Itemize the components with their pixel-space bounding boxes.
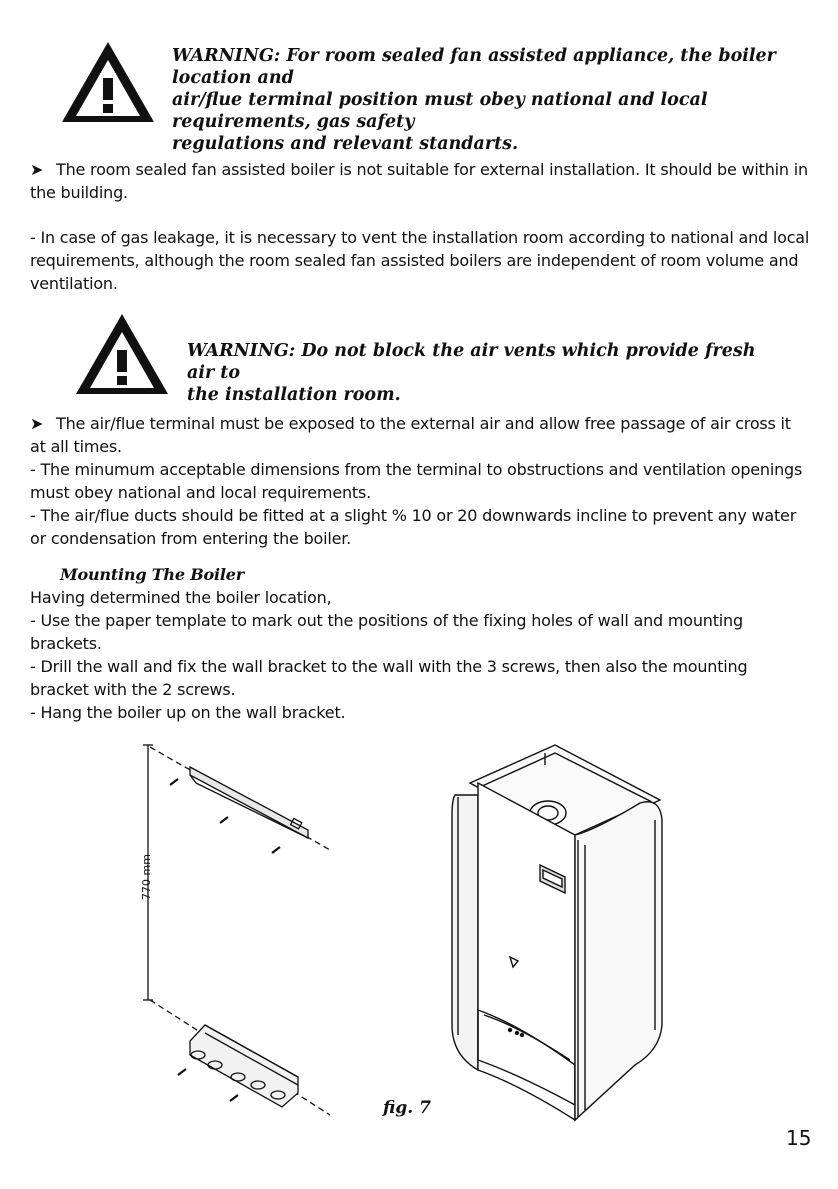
bullet-arrow-icon: ➤ [30, 414, 44, 433]
paragraph-text: The room sealed fan assisted boiler is not suitable for external installation. It should be within in the building. [30, 160, 808, 202]
paragraph-text: Having determined the boiler location, [30, 588, 332, 607]
warning-line: air/flue terminal position must obey national and local requirements, gas safety [172, 90, 708, 132]
section-heading: Mounting The Boiler [60, 565, 244, 584]
warning-line: WARNING: For room sealed fan assisted appliance, the boiler location and [172, 46, 776, 88]
paragraph-text: - The air/flue ducts should be fitted at a slight % 10 or 20 downwards incline to prevent any water or condensation from entering the boiler. [30, 506, 797, 548]
paragraph-gas-leakage [30, 226, 810, 295]
warning-triangle-icon [74, 312, 170, 396]
bullet-arrow-icon: ➤ [30, 160, 44, 179]
warning-line: WARNING: Do not block the air vents which provide fresh air to [187, 341, 756, 383]
figure-drawing [0, 725, 838, 1145]
warning-triangle-icon [60, 40, 156, 124]
warning-line: regulations and relevant standarts. [172, 134, 519, 154]
list-item: - Use the paper template to mark out the positions of the fixing holes of wall and mounting brackets. [30, 611, 743, 653]
page-number: 15 [786, 1126, 812, 1150]
paragraph-air-flue [30, 412, 810, 550]
paragraph-not-external [30, 158, 810, 204]
list-item: - Drill the wall and fix the wall bracket to the wall with the 3 screws, then also the mounting bracket with the 2 screws. [30, 657, 748, 699]
dimension-label: 770 mm [140, 854, 153, 900]
warning-block-2 [74, 312, 170, 396]
warning-text-2 [187, 340, 787, 406]
figure-7 [0, 725, 838, 1145]
figure-caption: fig. 7 [383, 1098, 431, 1118]
boiler-drawing [452, 745, 662, 1120]
paragraph-text: - The minumum acceptable dimensions from the terminal to obstructions and ventilation openings must obey national and local requirements. [30, 460, 803, 502]
warning-block-1 [60, 40, 156, 124]
warning-line: the installation room. [187, 385, 401, 405]
warning-text-1 [172, 45, 812, 155]
paragraph-text: The air/flue terminal must be exposed to the external air and allow free passage of air cross it at all times. [30, 414, 791, 456]
list-item: - Hang the boiler up on the wall bracket. [30, 703, 346, 722]
mounting-section [30, 563, 810, 724]
wall-bracket-drawing [143, 745, 330, 1115]
paragraph-text: - In case of gas leakage, it is necessary to vent the installation room according to national and local requirements, although the room sealed fan assisted boilers are independent of room volume and ventilation. [30, 228, 810, 293]
